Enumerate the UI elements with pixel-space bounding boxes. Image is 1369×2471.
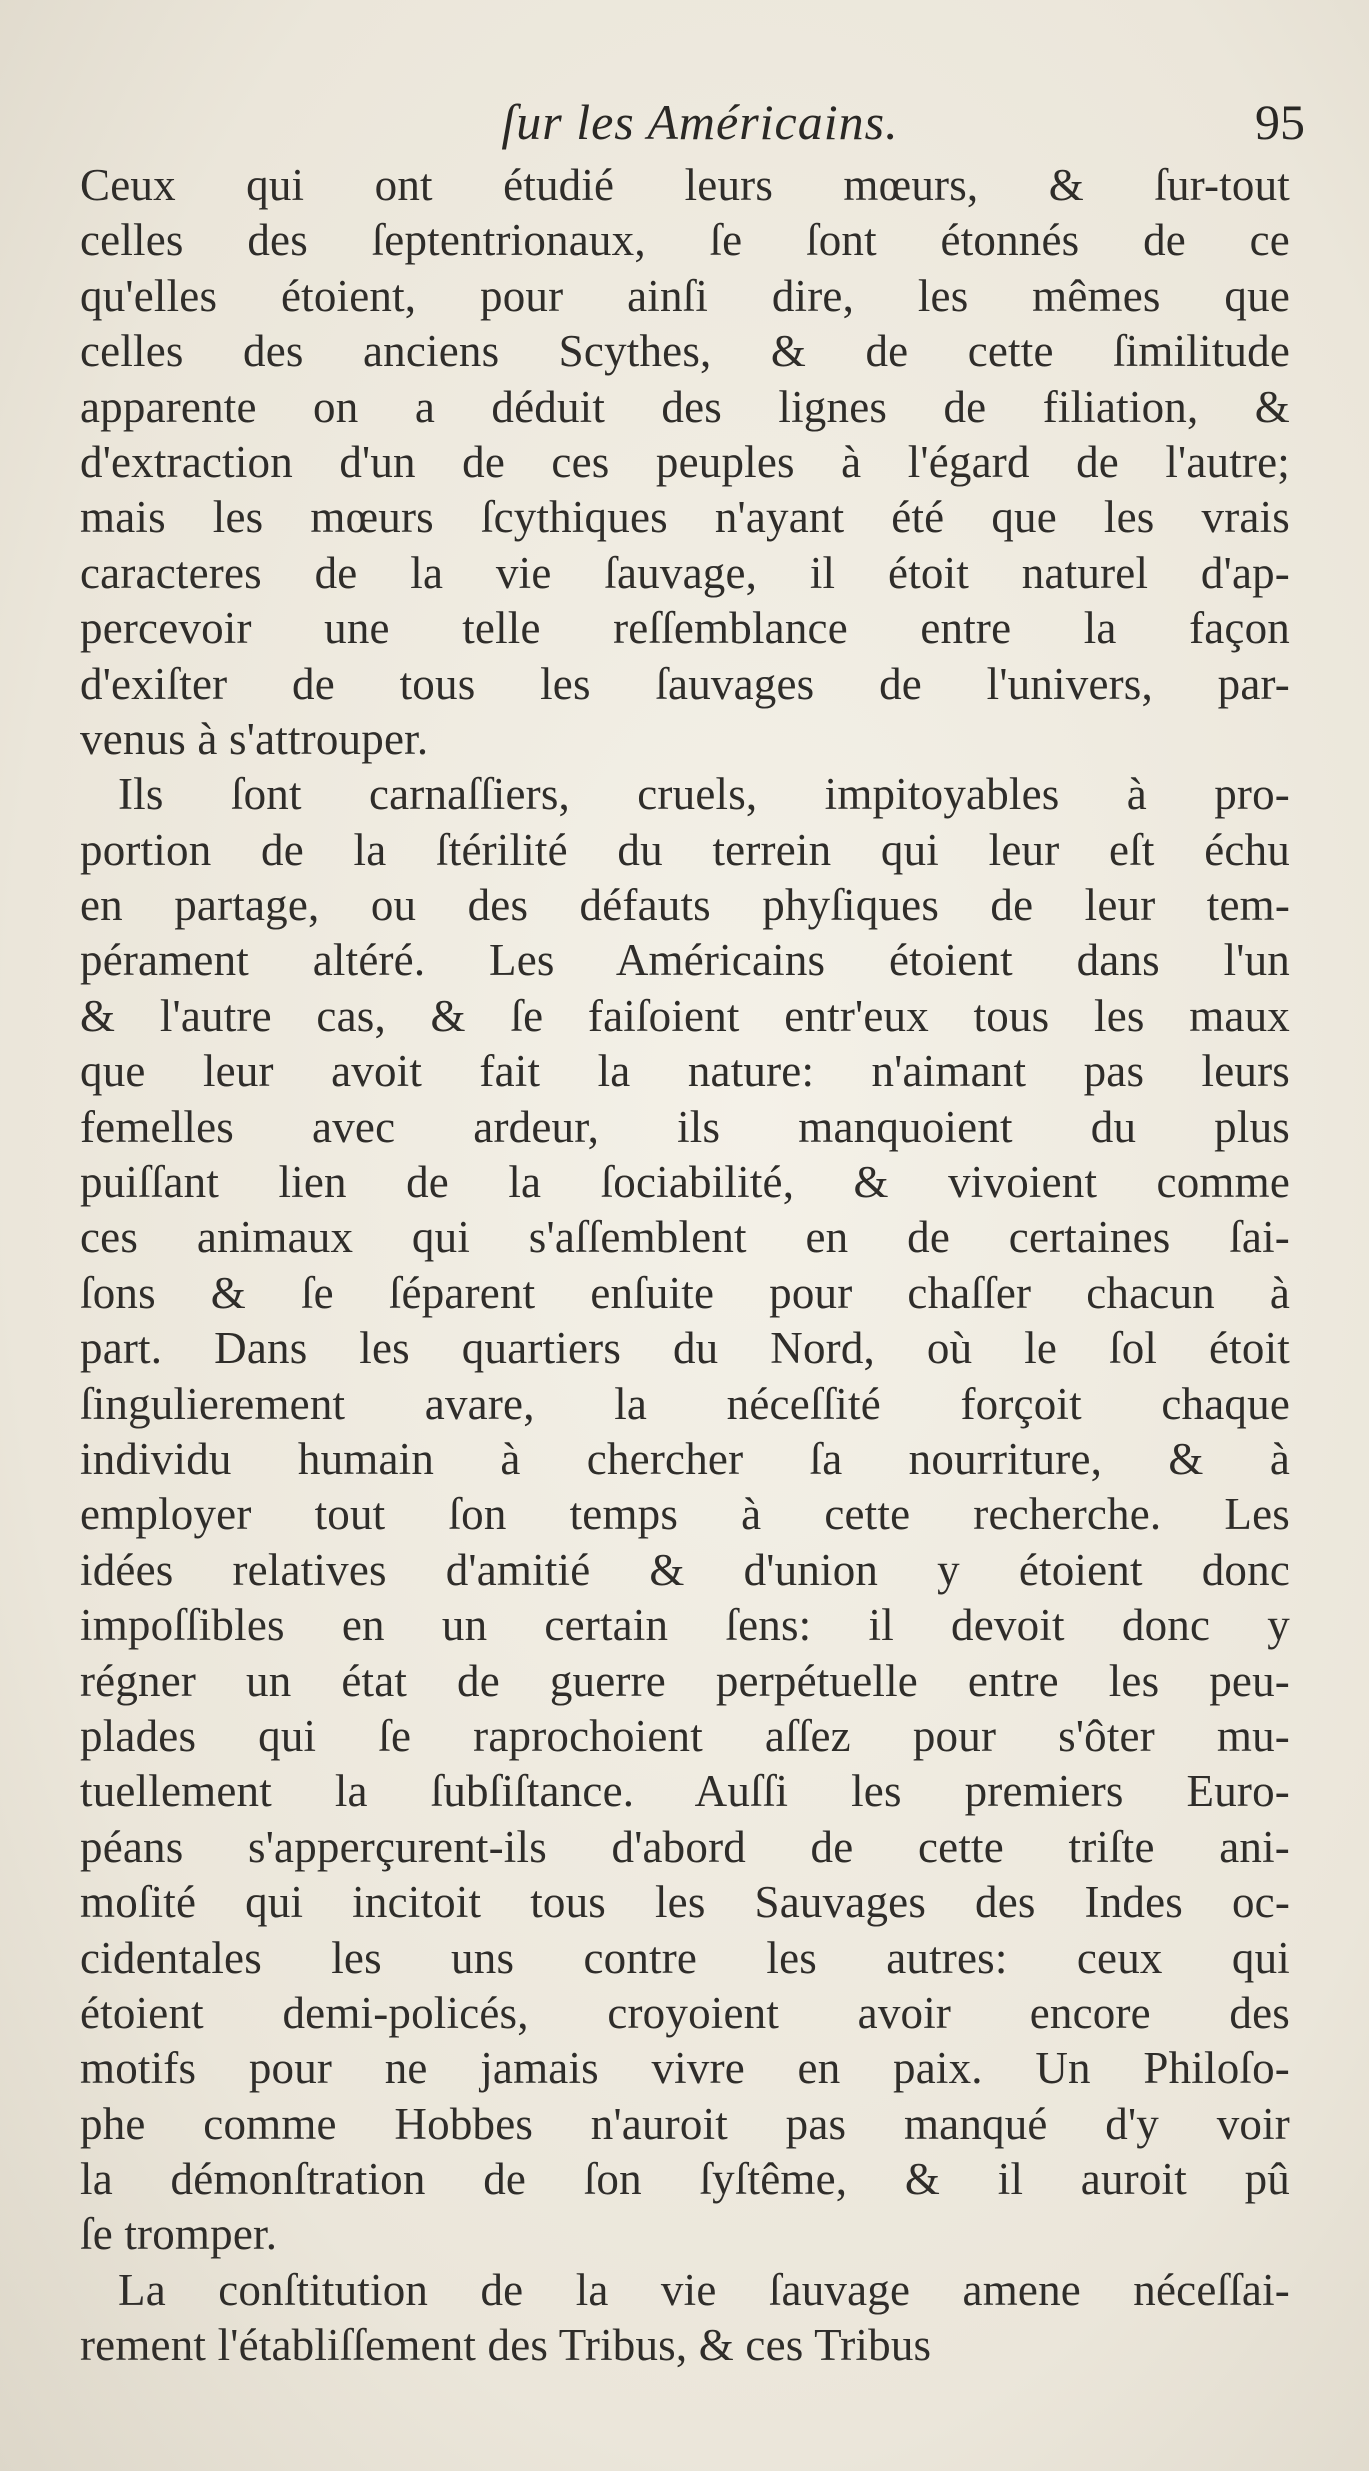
text-line: celles des ſeptentrionaux, ſe ſont étonnés de ce: [80, 215, 1290, 266]
text-line: d'extraction d'un de ces peuples à l'égard de l'autre;: [80, 436, 1290, 487]
text-line: celles des anciens Scythes, & de cette ſimilitude: [80, 326, 1290, 377]
text-line: cidentales les uns contre les autres: ceux qui: [80, 1932, 1290, 1983]
text-line: moſité qui incitoit tous les Sauvages des Indes oc-: [80, 1877, 1290, 1928]
page-number: 95: [1255, 94, 1305, 150]
paragraph: [80, 767, 1290, 2263]
paragraph: [80, 2263, 1290, 2374]
text-line: péans s'apperçurent-ils d'abord de cette triſte ani-: [80, 1821, 1290, 1872]
text-line: femelles avec ardeur, ils manquoient du plus: [80, 1101, 1290, 1152]
text-line: phe comme Hobbes n'auroit pas manqué d'y voir: [80, 2098, 1290, 2149]
text-line: ſons & ſe ſéparent enſuite pour chaſſer chacun à: [80, 1267, 1290, 1318]
text-line: plades qui ſe raprochoient aſſez pour s'ôter mu-: [80, 1710, 1290, 1761]
text-line: ſingulierement avare, la néceſſité forçoit chaque: [80, 1378, 1290, 1429]
text-line: & l'autre cas, & ſe faiſoient entr'eux tous les maux: [80, 990, 1290, 1041]
text-line: régner un état de guerre perpétuelle entre les peu-: [80, 1655, 1290, 1706]
running-title: ſur les Américains.: [501, 94, 899, 150]
text-line: caracteres de la vie ſauvage, il étoit naturel d'ap-: [80, 547, 1290, 598]
text-line: étoient demi-policés, croyoient avoir encore des: [80, 1987, 1290, 2038]
text-line: La conſtitution de la vie ſauvage amene néceſſai-: [118, 2264, 1290, 2315]
text-line: Ceux qui ont étudié leurs mœurs, & ſur-tout: [80, 160, 1290, 210]
text-line: pérament altéré. Les Américains étoient dans l'un: [80, 935, 1290, 986]
text-line: percevoir une telle reſſemblance entre la façon: [80, 603, 1290, 654]
text-line: motifs pour ne jamais vivre en paix. Un Philoſo-: [80, 2043, 1290, 2094]
body-text: [80, 158, 1290, 2374]
text-line: apparente on a déduit des lignes de filiation, &: [80, 381, 1290, 432]
text-line: rement l'établiſſement des Tribus, & ces Tribus: [80, 2320, 932, 2371]
text-line: la démonſtration de ſon ſyſtême, & il auroit pû: [80, 2154, 1290, 2205]
paragraph: [80, 158, 1290, 767]
text-line: Ils ſont carnaſſiers, cruels, impitoyables à pro-: [118, 769, 1290, 820]
text-line: puiſſant lien de la ſociabilité, & vivoient comme: [80, 1157, 1290, 1208]
text-line: tuellement la ſubſiſtance. Auſſi les premiers Euro-: [80, 1766, 1290, 1817]
text-line: d'exiſter de tous les ſauvages de l'univers, par-: [80, 658, 1290, 709]
text-line: ces animaux qui s'aſſemblent en de certaines ſai-: [80, 1212, 1290, 1263]
text-line: mais les mœurs ſcythiques n'ayant été que les vrais: [80, 492, 1290, 543]
text-line: part. Dans les quartiers du Nord, où le ſol étoit: [80, 1323, 1290, 1374]
text-line: qu'elles étoient, pour ainſi dire, les mêmes que: [80, 270, 1290, 321]
text-line: employer tout ſon temps à cette recherche. Les: [80, 1489, 1290, 1540]
text-line: individu humain à chercher ſa nourriture, & à: [80, 1433, 1290, 1484]
text-line: venus à s'attrouper.: [80, 713, 429, 764]
text-line: idées relatives d'amitié & d'union y étoient donc: [80, 1544, 1290, 1595]
text-line: que leur avoit fait la nature: n'aimant pas leurs: [80, 1046, 1290, 1097]
text-line: portion de la ſtérilité du terrein qui leur eſt échu: [80, 824, 1290, 875]
text-line: en partage, ou des défauts phyſiques de leur tem-: [80, 880, 1290, 931]
text-line: impoſſibles en un certain ſens: il devoit donc y: [80, 1600, 1290, 1651]
text-line: ſe tromper.: [80, 2209, 278, 2260]
page-header: [90, 92, 1310, 152]
